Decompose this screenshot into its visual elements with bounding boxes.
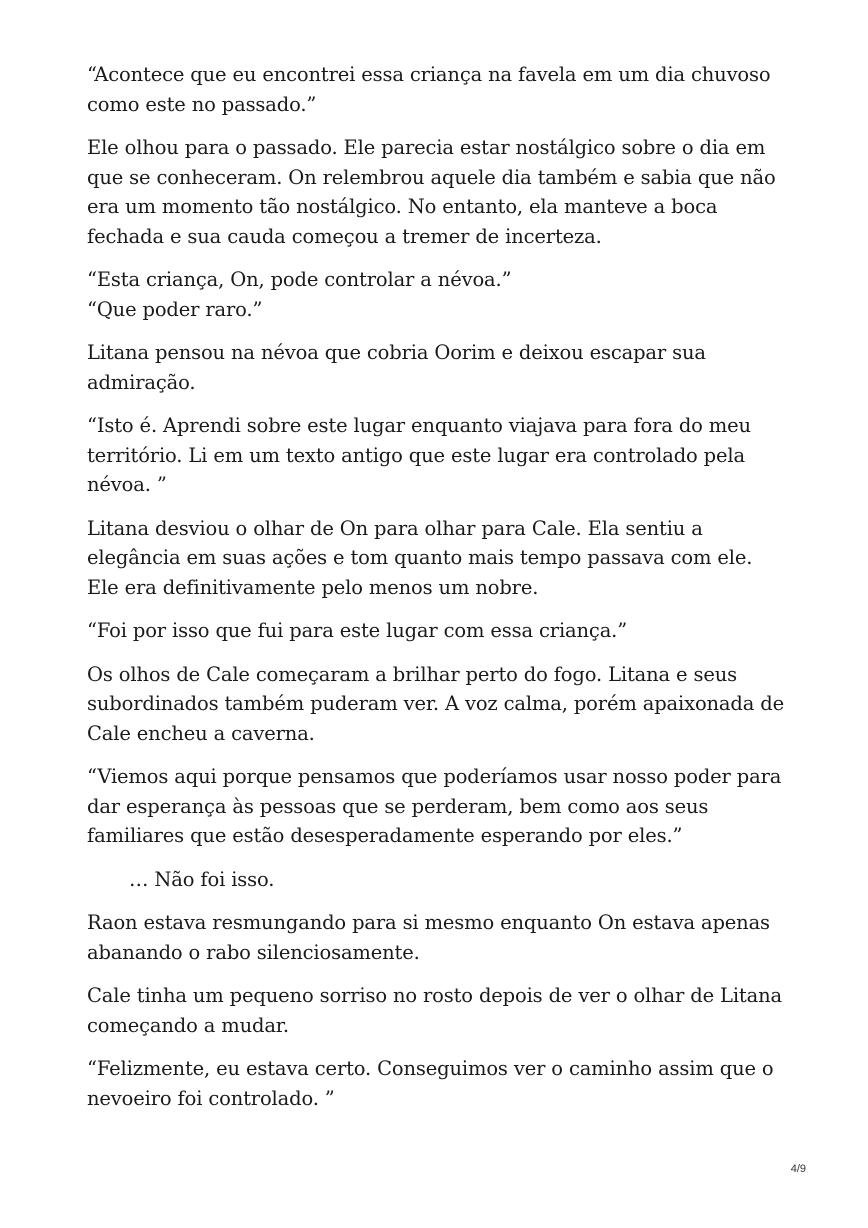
paragraph-14: “Felizmente, eu estava certo. Conseguimos ver o caminho assim que o nevoeiro foi controlado. ” (87, 1057, 774, 1110)
paragraph-9: Os olhos de Cale começaram a brilhar perto do fogo. Litana e seus subordinados também puderam ver. A voz calma, porém apaixonada de Cale encheu a caverna. (87, 662, 784, 745)
page-number: 4/9 (790, 1163, 806, 1175)
paragraph-5: Litana pensou na névoa que cobria Oorim e deixou escapar sua admiração. (87, 341, 706, 394)
paragraph-8: “Foi por isso que fui para este lugar com essa criança.” (87, 619, 628, 642)
paragraph-13: Cale tinha um pequeno sorriso no rosto depois de ver o olhar de Litana começando a mudar. (87, 984, 782, 1037)
paragraph-6: “Isto é. Aprendi sobre este lugar enquanto viajava para fora do meu território. Li em um texto antigo que este lugar era controlado pela névoa. ” (87, 414, 751, 496)
paragraph-11: … Não foi isso. (129, 867, 275, 891)
paragraph-7: Litana desviou o olhar de On para olhar para Cale. Ela sentiu a elegância em suas ações e tom quanto mais tempo passava com ele. Ele era definitivamente pelo menos um nobre. (87, 516, 753, 599)
document-body (87, 60, 787, 1127)
paragraph-1: “Acontece que eu encontrei essa criança na favela em um dia chuvoso como este no passado.” (87, 63, 771, 116)
paragraph-2: Ele olhou para o passado. Ele parecia estar nostálgico sobre o dia em que se conheceram. On relembrou aquele dia também e sabia que não era um momento tão nostálgico. No entanto, ela manteve a boca fechada e sua cauda começou a tremer de incerteza. (87, 136, 776, 248)
paragraph-12: Raon estava resmungando para si mesmo enquanto On estava apenas abanando o rabo silenciosamente. (87, 911, 770, 964)
paragraph-10: “Viemos aqui porque pensamos que poderíamos usar nosso poder para dar esperança às pessoas que se perderam, bem como aos seus familiares que estão desesperadamente esperando por eles.” (87, 765, 782, 847)
paragraph-3: “Esta criança, On, pode controlar a névoa.” (87, 268, 512, 291)
paragraph-4: “Que poder raro.” (87, 297, 263, 321)
